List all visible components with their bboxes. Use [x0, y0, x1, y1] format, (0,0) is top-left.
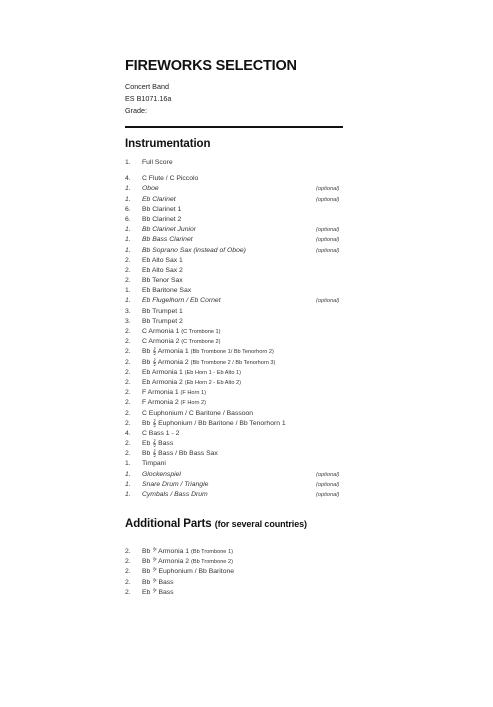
list-item	[125, 470, 345, 480]
instrument-name: Bb Clarinet 2	[142, 215, 182, 223]
list-item	[125, 388, 345, 398]
item-quantity: 2.	[125, 378, 131, 386]
list-item	[125, 174, 345, 184]
catalog-code: ES B1071.16a	[125, 94, 172, 103]
item-instrument	[142, 557, 233, 567]
instrument-alternate: (F Horn 2)	[180, 400, 207, 407]
instrument-name: Bb Trumpet 2	[142, 317, 183, 325]
instrument-name: Eb Clarinet	[142, 195, 176, 203]
instrument-name: Bb Tenor Sax	[142, 277, 183, 285]
instrument-alternate: (Bb Trombone 2 / Bb Tenorhorn 3)	[190, 359, 276, 366]
list-item	[125, 490, 345, 500]
instrument-name: Cymbals / Bass Drum	[142, 491, 208, 498]
list-item	[125, 205, 345, 215]
item-quantity: 2.	[125, 419, 131, 427]
instrumentation-list	[125, 158, 345, 500]
item-quantity: 3.	[125, 307, 131, 315]
item-instrument	[142, 358, 275, 368]
item-quantity: 2.	[125, 558, 131, 566]
item-instrument	[142, 368, 241, 378]
item-quantity: 2.	[125, 548, 131, 555]
item-quantity: 2.	[125, 266, 131, 274]
grade-label: Grade:	[125, 106, 147, 115]
list-item	[125, 439, 345, 449]
list-item	[125, 184, 345, 194]
list-item	[125, 588, 345, 598]
list-item	[125, 567, 345, 577]
instrument-name: F Armonia 1	[142, 389, 179, 397]
optional-note: (optional)	[316, 471, 340, 478]
instrument-name: Bb Soprano Sax (instead of Oboe)	[142, 246, 246, 254]
item-quantity: 2.	[125, 277, 131, 285]
instrument-alternate: (C Trombone 2)	[181, 339, 221, 346]
list-item	[125, 459, 345, 469]
subtitle: Concert Band	[125, 82, 169, 91]
item-instrument	[142, 588, 174, 598]
list-item	[125, 286, 345, 296]
item-instrument	[142, 266, 183, 276]
item-instrument	[142, 256, 183, 266]
instrument-name: Eb Armonia 1	[142, 368, 183, 376]
item-quantity: 1.	[125, 297, 131, 305]
item-instrument	[142, 547, 233, 557]
instrument-name: C Euphonium / C Baritone / Bassoon	[142, 409, 254, 417]
item-quantity: 2.	[125, 338, 131, 346]
item-quantity: 4.	[125, 429, 131, 437]
optional-note: (optional)	[316, 247, 340, 254]
list-item	[125, 327, 345, 337]
item-quantity: 2.	[125, 256, 131, 264]
list-item	[125, 296, 345, 306]
page-title: FIREWORKS SELECTION	[125, 58, 297, 74]
item-instrument	[142, 184, 159, 194]
item-quantity: 1.	[125, 287, 131, 295]
instrument-name: Bb Clarinet 1	[142, 205, 182, 213]
list-item	[125, 358, 345, 368]
item-quantity: 6.	[125, 205, 131, 213]
instrument-name: Bb 𝄢 Armonia 2	[142, 558, 190, 566]
list-item	[125, 307, 345, 317]
instrument-name: C Flute / C Piccolo	[142, 175, 199, 183]
item-quantity: 1.	[125, 491, 131, 498]
item-quantity: 2.	[125, 450, 131, 458]
instrument-name: Bb Trumpet 1	[142, 307, 183, 315]
instrument-name: Bb 𝄞 Bass / Bb Bass Sax	[142, 450, 218, 458]
item-quantity: 1.	[125, 470, 131, 478]
instrument-alternate: (Bb Trombone 1)	[190, 549, 233, 555]
instrument-name: C Bass 1 - 2	[142, 429, 180, 437]
optional-note: (optional)	[316, 237, 340, 244]
item-instrument	[142, 567, 234, 577]
item-quantity: 1.	[125, 480, 131, 488]
instrument-alternate: (C Trombone 1)	[181, 329, 221, 335]
additional-heading-text: Additional Parts	[125, 518, 212, 530]
instrument-name: Eb Alto Sax 1	[142, 256, 183, 264]
item-instrument	[142, 459, 166, 469]
optional-note: (optional)	[316, 196, 340, 203]
instrumentation-heading: Instrumentation	[125, 138, 211, 150]
item-quantity: 1.	[125, 246, 131, 254]
instrument-name: Eb Alto Sax 2	[142, 266, 183, 274]
instrument-name: Bb 𝄞 Armonia 1	[142, 348, 189, 356]
instrument-name: Bb 𝄞 Armonia 2	[142, 358, 189, 366]
instrument-name: Bb Clarinet Junior	[142, 226, 197, 234]
item-instrument	[142, 480, 208, 490]
optional-note: (optional)	[316, 227, 340, 234]
list-item	[125, 368, 345, 378]
item-quantity: 2.	[125, 399, 131, 407]
item-quantity: 4.	[125, 175, 131, 183]
optional-note: (optional)	[316, 298, 340, 305]
item-quantity: 1.	[125, 226, 131, 234]
item-quantity: 6.	[125, 215, 131, 223]
optional-note: (optional)	[316, 186, 340, 193]
item-quantity: 1.	[125, 195, 131, 203]
list-item	[125, 215, 345, 225]
instrument-name: Bb 𝄢 Euphonium / Bb Baritone	[142, 568, 235, 576]
list-item	[125, 317, 345, 327]
item-quantity: 2.	[125, 368, 131, 376]
item-instrument	[142, 378, 241, 388]
list-item	[125, 378, 345, 388]
list-item	[125, 449, 345, 459]
instrument-name: Snare Drum / Triangle	[142, 480, 209, 488]
list-item	[125, 246, 345, 256]
item-quantity: 3.	[125, 317, 131, 325]
item-quantity: 2.	[125, 328, 131, 335]
instrument-name: Eb Baritone Sax	[142, 287, 192, 295]
instrument-alternate: (Bb Trombone 2)	[190, 559, 233, 566]
instrument-name: Eb 𝄢 Bass	[142, 588, 174, 596]
item-quantity: 2.	[125, 588, 131, 596]
item-instrument	[142, 174, 198, 184]
instrument-name: Bb 𝄢 Armonia 1	[142, 548, 190, 555]
instrument-name: Bb 𝄞 Euphonium / Bb Baritone / Bb Tenorhorn 1	[142, 419, 286, 427]
item-quantity: 2.	[125, 578, 131, 586]
list-item	[125, 557, 345, 567]
item-instrument	[142, 337, 220, 347]
item-instrument	[142, 235, 193, 245]
item-quantity: 1.	[125, 460, 131, 468]
instrument-name: Eb Armonia 2	[142, 378, 183, 386]
instrument-name: Bb Bass Clarinet	[142, 236, 193, 244]
instrument-alternate: (Eb Horn 1 - Eb Alto 1)	[184, 369, 241, 376]
instrument-name: Timpani	[142, 460, 166, 468]
instrument-alternate: (Bb Trombone 1/ Bb Tenorhorn 2)	[190, 349, 274, 356]
item-instrument	[142, 158, 173, 168]
list-item	[125, 409, 345, 419]
additional-parts-heading	[125, 518, 307, 530]
instrument-name: Oboe	[142, 185, 159, 193]
item-instrument	[142, 215, 181, 225]
instrument-name: F Armonia 2	[142, 399, 179, 407]
instrument-name: Glockenspiel	[142, 470, 181, 478]
list-item	[125, 276, 345, 286]
item-instrument	[142, 195, 176, 205]
item-instrument	[142, 578, 174, 588]
item-instrument	[142, 205, 181, 215]
list-item	[125, 225, 345, 235]
instrument-alternate: (Eb Horn 2 - Eb Alto 2)	[184, 379, 241, 386]
item-instrument	[142, 490, 208, 500]
additional-subheading: (for several countries)	[214, 519, 307, 529]
item-instrument	[142, 246, 246, 256]
instrument-name: C Armonia 2	[142, 338, 180, 346]
item-quantity: 2.	[125, 348, 131, 356]
list-item	[125, 578, 345, 588]
item-instrument	[142, 276, 183, 286]
item-instrument	[142, 409, 253, 419]
instrument-alternate: (F Horn 1)	[180, 390, 207, 397]
list-item	[125, 398, 345, 408]
list-item	[125, 480, 345, 490]
list-item	[125, 158, 345, 168]
instrument-name: Full Score	[142, 159, 173, 166]
list-item	[125, 429, 345, 439]
instrument-name: Eb 𝄞 Bass	[142, 440, 174, 448]
item-instrument	[142, 307, 183, 317]
divider-rule	[125, 126, 343, 128]
item-instrument	[142, 286, 191, 296]
item-instrument	[142, 419, 286, 429]
item-quantity: 1.	[125, 185, 131, 193]
item-quantity: 1.	[125, 236, 131, 244]
item-quantity: 2.	[125, 440, 131, 448]
item-instrument	[142, 429, 179, 439]
optional-note: (optional)	[316, 481, 340, 488]
item-instrument	[142, 317, 183, 327]
item-instrument	[142, 225, 196, 235]
list-item	[125, 266, 345, 276]
document-page	[125, 58, 345, 596]
item-quantity: 2.	[125, 389, 131, 397]
list-item	[125, 195, 345, 205]
item-instrument	[142, 327, 220, 337]
item-instrument	[142, 439, 173, 449]
list-item	[125, 337, 345, 347]
item-instrument	[142, 470, 181, 480]
item-instrument	[142, 449, 218, 459]
item-instrument	[142, 347, 274, 357]
item-quantity: 2.	[125, 358, 131, 366]
list-item	[125, 419, 345, 429]
instrument-name: Eb Flugelhorn / Eb Cornet	[142, 297, 221, 305]
list-item	[125, 235, 345, 245]
optional-note: (optional)	[316, 492, 340, 498]
list-item	[125, 547, 345, 557]
instrument-name: C Armonia 1	[142, 328, 180, 335]
additional-parts-list	[125, 541, 345, 598]
item-instrument	[142, 398, 206, 408]
item-instrument	[142, 296, 221, 306]
list-item	[125, 256, 345, 266]
list-item	[125, 347, 345, 357]
item-quantity: 2.	[125, 568, 131, 576]
item-quantity: 1.	[125, 159, 131, 166]
item-instrument	[142, 388, 206, 398]
item-quantity: 2.	[125, 409, 131, 417]
instrument-name: Bb 𝄢 Bass	[142, 578, 174, 586]
